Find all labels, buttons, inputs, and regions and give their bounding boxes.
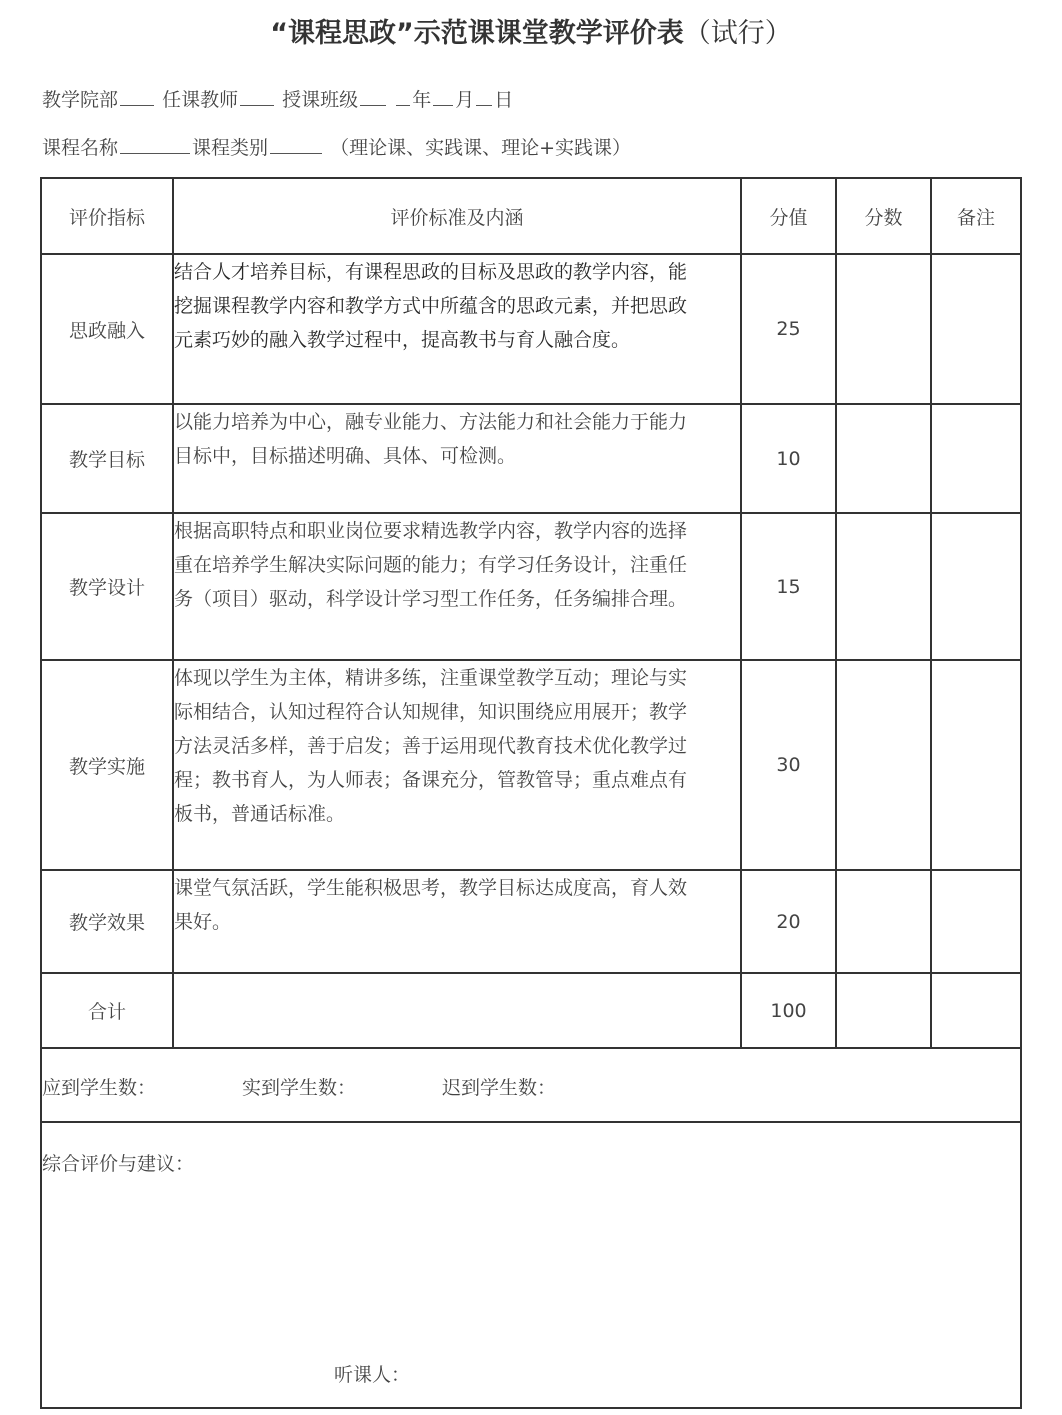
row-criteria — [173, 254, 741, 404]
form-title — [0, 14, 1062, 54]
row-score-cell[interactable] — [836, 404, 931, 513]
header-line-2 — [42, 133, 631, 162]
total-full-score: 100 — [741, 973, 836, 1048]
dept-field[interactable] — [120, 85, 154, 106]
criteria-line: 重在培养学生解决实际问题的能力；有学习任务设计，注重任 — [174, 554, 688, 576]
header-indicator: 评价指标 — [41, 178, 173, 254]
form-title-main: “课程思政”示范课课堂教学评价表 — [270, 18, 684, 49]
criteria-line: 果好。 — [174, 911, 232, 933]
criteria-line: 挖掘课程教学内容和教学方式中所蕴含的思政元素，并把思政 — [174, 295, 688, 317]
evaluation-cell[interactable] — [41, 1122, 1021, 1408]
class-field[interactable] — [360, 85, 386, 106]
row-full-score: 20 — [741, 870, 836, 973]
row-indicator: 教学实施 — [41, 660, 173, 870]
row-remarks-cell[interactable] — [931, 870, 1021, 973]
year-label: 年 — [412, 89, 432, 111]
row-full-score: 10 — [741, 404, 836, 513]
table-row — [41, 660, 1021, 870]
row-indicator: 教学效果 — [41, 870, 173, 973]
row-remarks-cell[interactable] — [931, 513, 1021, 660]
total-row — [41, 973, 1021, 1048]
row-criteria — [173, 404, 741, 513]
evaluation-label: 综合评价与建议： — [42, 1153, 195, 1175]
row-score-cell[interactable] — [836, 254, 931, 404]
row-indicator: 思政融入 — [41, 254, 173, 404]
row-criteria — [173, 870, 741, 973]
header-remarks: 备注 — [931, 178, 1021, 254]
row-full-score: 25 — [741, 254, 836, 404]
listener-label: 听课人： — [334, 1364, 411, 1386]
criteria-line: 际相结合，认知过程符合认知规律，知识围绕应用展开；教学 — [174, 701, 688, 723]
row-score-cell[interactable] — [836, 513, 931, 660]
students-row — [41, 1048, 1021, 1122]
total-score-cell[interactable] — [836, 973, 931, 1048]
expected-students-label: 应到学生数： — [42, 1077, 157, 1099]
criteria-line: 根据高职特点和职业岗位要求精选教学内容，教学内容的选择 — [174, 520, 688, 542]
row-full-score: 15 — [741, 513, 836, 660]
header-line-1 — [42, 85, 513, 114]
teacher-label: 任课教师 — [162, 89, 239, 111]
criteria-line: 务（项目）驱动，科学设计学习型工作任务，任务编排合理。 — [174, 588, 688, 610]
row-remarks-cell[interactable] — [931, 254, 1021, 404]
course-type-options: （理论课、实践课、理论+实践课） — [330, 137, 631, 159]
criteria-line: 体现以学生为主体，精讲多练，注重课堂教学互动；理论与实 — [174, 667, 688, 689]
table-row — [41, 404, 1021, 513]
table-row — [41, 254, 1021, 404]
criteria-line: 方法灵活多样，善于启发；善于运用现代教育技术优化教学过 — [174, 735, 688, 757]
dept-label: 教学院部 — [42, 89, 119, 111]
course-name-field[interactable] — [120, 133, 190, 154]
header-criteria: 评价标准及内涵 — [173, 178, 741, 254]
evaluation-row — [41, 1122, 1021, 1408]
total-criteria-cell — [173, 973, 741, 1048]
day-field[interactable] — [476, 85, 492, 106]
criteria-line: 课堂气氛活跃，学生能积极思考，教学目标达成度高，育人效 — [174, 877, 688, 899]
teacher-field[interactable] — [240, 85, 274, 106]
row-score-cell[interactable] — [836, 660, 931, 870]
table-row — [41, 870, 1021, 973]
actual-students-label: 实到学生数： — [242, 1077, 357, 1099]
criteria-line: 程；教书育人，为人师表；备课充分，管教管导；重点难点有 — [174, 769, 688, 791]
row-remarks-cell[interactable] — [931, 404, 1021, 513]
table-header-row — [41, 178, 1021, 254]
evaluation-table — [40, 177, 1022, 1409]
year-field[interactable] — [396, 85, 410, 106]
course-name-label: 课程名称 — [42, 137, 119, 159]
class-label: 授课班级 — [282, 89, 359, 111]
criteria-line: 目标中，目标描述明确、具体、可检测。 — [174, 445, 517, 467]
row-criteria — [173, 660, 741, 870]
header-score: 分数 — [836, 178, 931, 254]
row-indicator: 教学设计 — [41, 513, 173, 660]
criteria-line: 以能力培养为中心，融专业能力、方法能力和社会能力于能力 — [174, 411, 688, 433]
course-type-label: 课程类别 — [192, 137, 269, 159]
total-remarks-cell[interactable] — [931, 973, 1021, 1048]
header-full-score: 分值 — [741, 178, 836, 254]
day-label: 日 — [494, 89, 514, 111]
row-full-score: 30 — [741, 660, 836, 870]
month-field[interactable] — [433, 85, 453, 106]
row-remarks-cell[interactable] — [931, 660, 1021, 870]
row-criteria — [173, 513, 741, 660]
students-cell[interactable] — [41, 1048, 1021, 1122]
total-label: 合计 — [41, 973, 173, 1048]
criteria-line: 结合人才培养目标，有课程思政的目标及思政的教学内容，能 — [174, 261, 688, 283]
table-row — [41, 513, 1021, 660]
criteria-line: 元素巧妙的融入教学过程中，提高教书与育人融合度。 — [174, 329, 631, 351]
criteria-line: 板书，普通话标准。 — [174, 803, 346, 825]
late-students-label: 迟到学生数： — [442, 1077, 557, 1099]
row-indicator: 教学目标 — [41, 404, 173, 513]
row-score-cell[interactable] — [836, 870, 931, 973]
month-label: 月 — [455, 89, 475, 111]
course-type-field[interactable] — [270, 133, 322, 154]
form-title-suffix: （试行） — [683, 18, 792, 49]
